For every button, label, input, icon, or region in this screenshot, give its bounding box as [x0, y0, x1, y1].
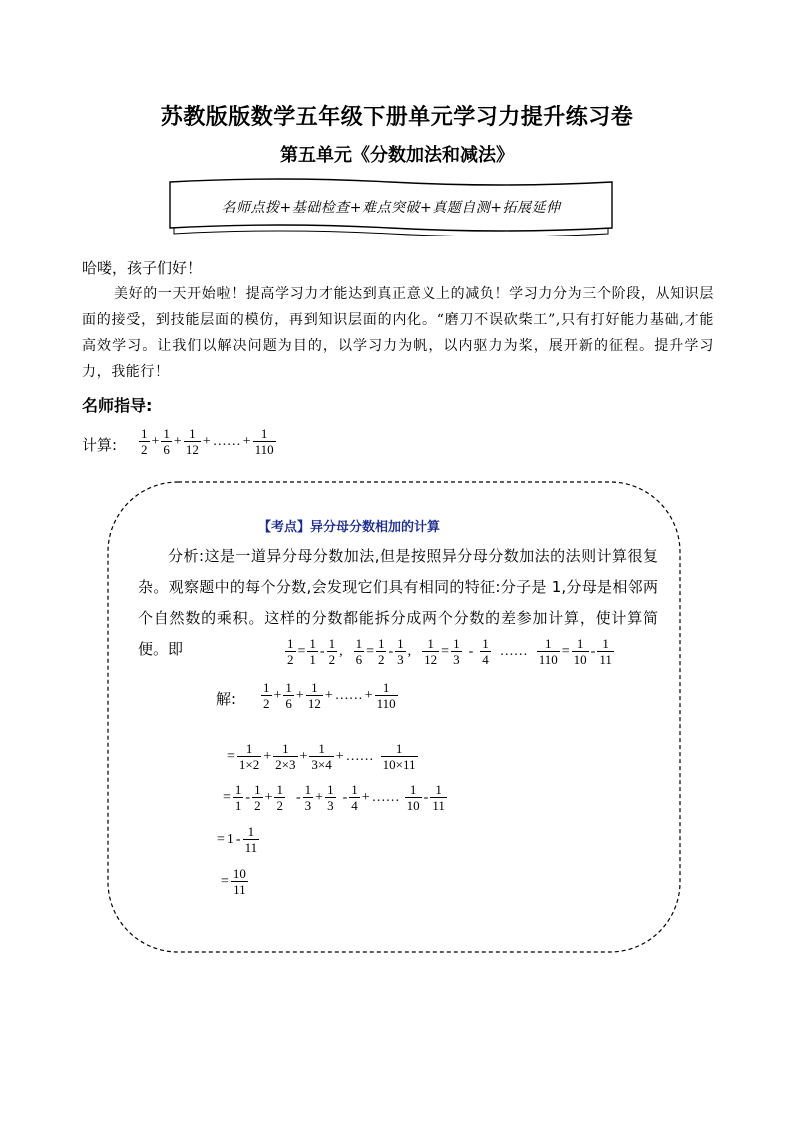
fraction: $\frac{1}{12}$ [185, 426, 199, 457]
guidance-heading: 名师指导: [82, 396, 153, 415]
fraction: $\frac{1}{6}$ [163, 426, 170, 457]
analysis-text: 分析:这是一道异分母分数加法,但是按照异分母分数加法的法则计算很复杂。观察题中的每个分数,会发现它们具有相同的特征:分子是 1,分母是相邻两个自然数的乘积。这样的分数都能拆分成两个分数的差参加计算，使计算简便。即 [138, 547, 658, 658]
problem-expression: $\frac{1}{2}$ + $\frac{1}{6}$ + $\frac{1}{12}$ + …… + $\frac{1}{110}$ [141, 426, 274, 457]
solution-problem: $\frac{1}{2}$ + $\frac{1}{6}$ + $\frac{1}{12}$ + …… + $\frac{1}{110}$ [263, 680, 396, 711]
solution-step-2: = $\frac{1}{1}$ - $\frac{1}{2}$ + $\frac{1}{2}$ - $\frac{1}{3}$ + $\frac{1}{3}$ - $\frac{1}{4}$ + …… $\frac{1}{10}$ - $\frac{1}{11}$ [223, 782, 445, 813]
intro-paragraph: 美好的一天开始啦！提高学习力才能达到真正意义上的减负！学习力分为三个阶段，从知识层面的接受，到技能层面的模仿，再到知识层面的内化。“磨刀不误砍柴工”,只有打好能力基础,才能高效学习。让我们以解决问题为目的，以学习力为帆，以内驱力为桨，展开新的征程。提升学习力，我能行！ [82, 286, 714, 380]
banner-text: 名师点拨+基础检查+难点突破+真题自测+拓展延伸 [221, 200, 561, 216]
unit-subtitle: 第五单元《分数加法和减法》 [280, 145, 514, 166]
solution-step-4: = $\frac{10}{11}$ [221, 866, 246, 897]
solution-step-1: = $\frac{1}{1\times 2}$ + $\frac{1}{2\times 3}$ + $\frac{1}{3\times 4}$ + …… $\frac{1}{10\times 11}$ [227, 741, 416, 772]
calc-label: 计算: [82, 436, 118, 454]
solution-step-3: = 1 - $\frac{1}{11}$ [217, 824, 258, 855]
key-point-heading: 【考点】异分母分数相加的计算 [258, 520, 441, 535]
fraction: $\frac{1}{2}$ [141, 426, 148, 457]
fraction: $\frac{1}{110}$ [254, 426, 274, 457]
page-title: 苏教版版数学五年级下册单元学习力提升练习卷 [160, 105, 634, 130]
greeting: 哈喽，孩子们好！ [82, 259, 203, 277]
split-identities: $\frac{1}{2}$ = $\frac{1}{1}$ - $\frac{1}{2}$ , $\frac{1}{6}$ = $\frac{1}{2}$ - $\frac{1}{3}$ , $\frac{1}{12}$ = $\frac{1}{3}$ - $\frac{1}{4}$ …… $\frac{1}{110}$ = $\frac{1}{10}$ - $\frac{1}{11}$ [287, 636, 612, 667]
solution-label: 解: [216, 690, 237, 708]
